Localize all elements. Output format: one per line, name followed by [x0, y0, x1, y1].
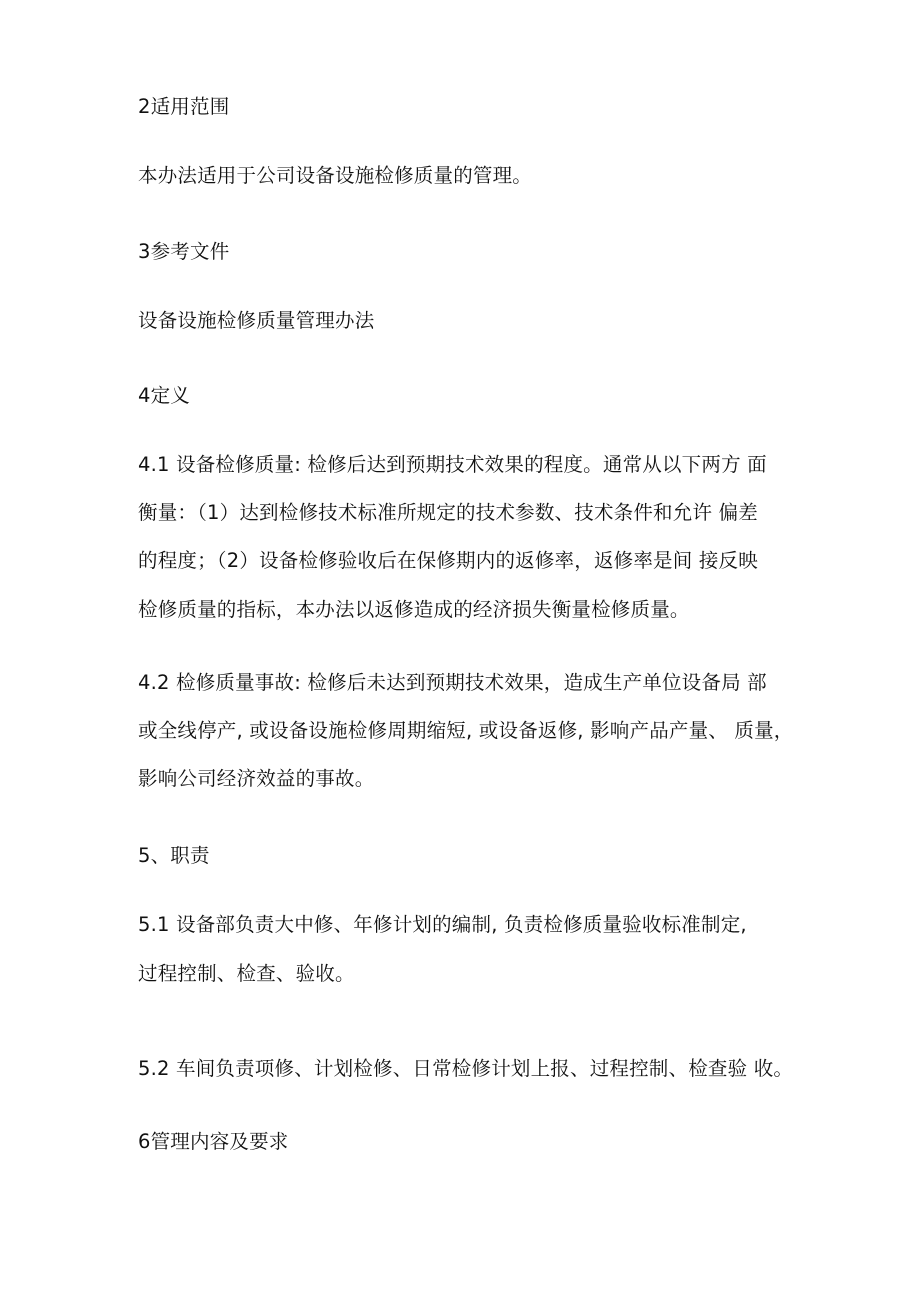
section-3-heading: 3参考文件: [138, 240, 230, 263]
item-4-2-line: 4.2 检修质量事故: 检修后未达到预期技术效果，造成生产单位设备局 部: [138, 671, 767, 694]
section-4-heading: 4定义: [138, 384, 191, 407]
item-5-2-line: 5.2 车间负责项修、计划检修、日常检修计划上报、过程控制、检查验 收。: [138, 1057, 794, 1080]
item-4-2-line: 影响公司经济效益的事故。: [138, 767, 375, 790]
item-4-2-line: 或全线停产, 或设备设施检修周期缩短, 或设备返修, 影响产品产量、 质量，: [138, 719, 794, 742]
item-4-1-line: 的程度；（2）设备检修验收后在保修期内的返修率，返修率是间 接反映: [138, 549, 758, 572]
section-2-body: 本办法适用于公司设备设施检修质量的管理。: [138, 164, 533, 187]
item-5-1-line: 5.1 设备部负责大中修、年修计划的编制, 负责检修质量验收标准制定,: [138, 913, 747, 936]
item-4-1-line: 衡量：（1）达到检修技术标准所规定的技术参数、技术条件和允许 偏差: [138, 501, 758, 524]
item-4-1-line: 4.1 设备检修质量: 检修后达到预期技术效果的程度。通常从以下两方 面: [138, 453, 767, 476]
item-5-1-line: 过程控制、检查、验收。: [138, 962, 355, 985]
section-2-heading: 2适用范围: [138, 95, 230, 118]
section-5-heading: 5、职责: [138, 844, 210, 867]
section-3-body: 设备设施检修质量管理办法: [138, 309, 375, 332]
section-6-heading: 6管理内容及要求: [138, 1130, 289, 1153]
item-4-1-line: 检修质量的指标，本办法以返修造成的经济损失衡量检修质量。: [138, 598, 690, 621]
